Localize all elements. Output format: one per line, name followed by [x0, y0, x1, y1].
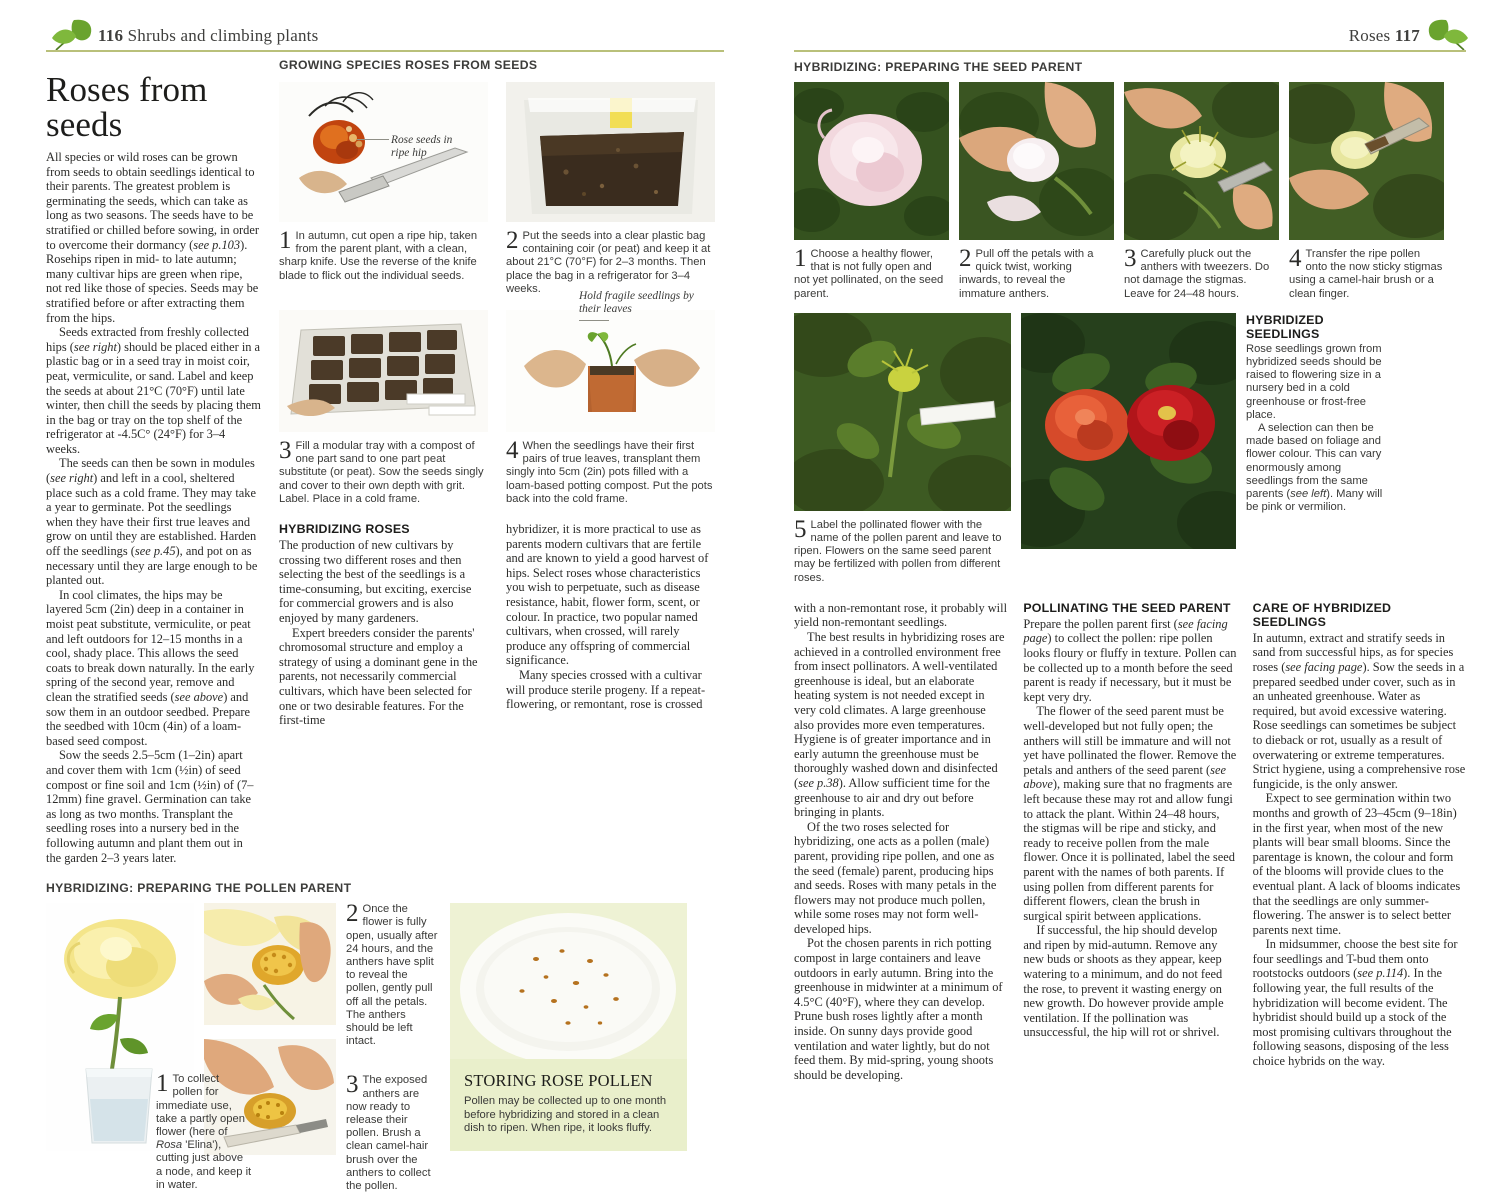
- storing-pollen-heading: STORING ROSE POLLEN: [464, 1071, 653, 1091]
- step-caption: [156, 1070, 252, 1192]
- running-head-title-left: Shrubs and climbing plants: [127, 26, 319, 45]
- leader-line-2: [579, 320, 609, 321]
- step-caption: [1124, 245, 1279, 301]
- photo-plastic-bag-coir: [506, 82, 715, 222]
- photo-note-fragile-seedlings: Hold fragile seedlings by their leaves: [579, 290, 694, 315]
- text-column: [1253, 601, 1466, 1083]
- step-number: 2: [959, 245, 972, 272]
- photo-pulling-petals: [204, 903, 336, 1025]
- running-head-title-right: Roses: [1348, 26, 1391, 45]
- paragraph: Expect to see germination within two months and growth of 23–45cm (9–18in) in the first year, when most of the new plants will bear small blooms. Since the parentage is known, the colour and form of the blooms will provide clues to the eventual plant. A lack of blooms indicates that the seedlings are only summer-flowering. The answer is to select better parents next time.: [1252, 791, 1461, 937]
- subhead-pollinating-seed-parent: POLLINATING THE SEED PARENT: [1023, 600, 1231, 615]
- photo-pollen-dish: [450, 903, 687, 1059]
- text-column: [1023, 601, 1236, 1083]
- step-text: Label the pollinated flower with the name of the pollen parent and leave to ripen. Flowers on the same seed parent may be fertilized with pollen from different roses.: [794, 518, 1002, 584]
- subhead-hybridized-seedlings: HYBRIDIZED SEEDLINGS: [1246, 312, 1324, 341]
- step-number: 2: [506, 227, 519, 254]
- step-text: Fill a modular tray with a compost of one part sand to one part peat substitute (or peat). Sow the seeds singly and cover to their own depth with grit. Label. Place in a cold frame.: [279, 440, 484, 505]
- step-text: Put the seeds into a clear plastic bag containing coir (or peat) and keep it at about 21°C (70°F) for 2–3 months. Then place the bag in a refrigerator for 3–4 weeks.: [506, 230, 711, 295]
- bottom-columns: [794, 601, 1466, 1083]
- step-caption: [506, 227, 715, 296]
- photo-pluck-anthers: [1124, 82, 1279, 240]
- paragraph: Pot the chosen parents in rich potting compost in large containers and leave outdoors in early autumn. Bring into the greenhouse in midwinter at a minimum of 4.5°C (40°F), where they can develop. Prune bush roses lightly after a month inside. On sunny days provide good ventilation and water lightly, but do not feed them. By mid-spring, young shoots should be developing.: [794, 936, 1003, 1082]
- step-text: In autumn, cut open a ripe hip, taken from the parent plant, with a clean, sharp knife. Use the reverse of the knife blade to flick out the individual seeds.: [279, 230, 478, 282]
- seed-parent-captions: [794, 245, 1466, 301]
- hybridized-seedlings-sidebar: [1246, 313, 1386, 585]
- step-number: 5: [794, 515, 807, 543]
- step-caption: [506, 437, 715, 506]
- paragraph: Prepare the pollen parent first (see facing page) to collect the pollen: ripe pollen looks floury or fluffy in texture. Pollen can be collected up to a month before the seed parent is ready if necessary, but it must be kept very dry.: [1023, 616, 1237, 704]
- storing-pollen-text: Pollen may be collected up to one month before hybridizing and stored in a clean dish to ripen. When ripe, it looks fluffy.: [464, 1095, 667, 1134]
- step-text: Transfer the ripe pollen onto the now sticky stigmas using a camel-hair brush or a clean finger.: [1289, 248, 1443, 300]
- step-caption: [279, 437, 488, 506]
- step-text: When the seedlings have their first pairs of true leaves, transplant them singly into 5cm (2in) pots filled with a loam-based potting compost. Put the pots back into the cold frame.: [506, 440, 713, 505]
- subhead-care-hybridized-seedlings: CARE OF HYBRIDIZED SEEDLINGS: [1252, 600, 1392, 629]
- photo-red-and-orange-roses: [1021, 313, 1236, 549]
- header-rule: [46, 50, 724, 52]
- step-text: To collect pollen for immediate use, take a partly open flower (here of Rosa 'Elina'), cutting just above a node, and keep it in water.: [156, 1073, 252, 1191]
- leader-line-1: [357, 139, 389, 140]
- intro-text: All species or wild roses can be grown from seeds to obtain seedlings identical to their parents. The greatest problem is germinating the seeds, which can take as long as two seasons. The seeds have to be stratified or chilled before sowing, in order to overcome their dormancy (see p.103). Rosehips ripen in mid- to late autumn; many cultivar hips are green when ripe, not red like those of species. Seeds may be stratified before or after extracting them from the hips. Seeds extracted from freshly collected hips (see right) should be placed either in a plastic bag or in a seed tray in moist coir, peat, vermiculite, or sand. Label and keep the seeds at about 21°C (70°F) until late winter, then chill the seeds by placing them in the bag or tray on the top shelf of the refrigerator at -4.5C° (24°F) for 3–4 weeks. The seeds can then be sown in modules (see right) and left in a cool, sheltered place such as a cold frame. They may take a year to germinate. Pot the seedlings when they have their first true leaves and grow on until they are established. Harden off the seedlings (see p.45), and pot on as necessary until they are large enough to be planted out. In cool climates, the hips may be layered 5cm (2in) deep in a container in moist peat substitute, vermiculite, or peat and left outdoors for 12–15 months in a cool, shady place. This allows the seed coats to break down naturally. In the early spring of the second year, remove and clean the stratified seeds (see above) and sow them in an outdoor seedbed. Prepare the seedbed with 10cm (4in) of a loam-based seed compost. Sow the seeds 2.5–5cm (1–2in) apart and cover them with 1cm (½in) of seed compost or fine soil and 1cm (½in) of (7–12mm) fine gravel. Germination can take as long as two months. Transplant the seedling roses into a nursery bed in the following autumn and plant them out in the garden 2–3 years later.: [46, 150, 261, 865]
- step-number: 3: [1124, 245, 1137, 272]
- seed-parent-photo-strip: [794, 82, 1466, 240]
- text-column: [794, 601, 1007, 1083]
- page-header-right: [1349, 26, 1420, 46]
- folio-right: 117: [1394, 26, 1420, 45]
- section-label-growing: GROWING SPECIES ROSES FROM SEEDS: [279, 58, 538, 72]
- step-text: Carefully pluck out the anthers with tweezers. Do not damage the stigmas. Leave for 24–48 hours.: [1124, 248, 1270, 300]
- photo-note-rose-seeds: Rose seeds in ripe hip: [391, 134, 453, 159]
- pollen-captions: [346, 900, 440, 1193]
- page-left: [0, 0, 750, 1192]
- step-number: 1: [279, 227, 292, 254]
- paragraph: A selection can then be made based on foliage and flower colour. This can vary enormously among seedlings from the same parents (see left). Many will be pink or vermilion.: [1246, 422, 1383, 514]
- growing-species-section: [279, 58, 715, 865]
- step-number: 4: [506, 437, 519, 465]
- section-label-pollen-parent: HYBRIDIZING: PREPARING THE POLLEN PARENT: [46, 881, 352, 896]
- paragraph: Of the two roses selected for hybridizing, one acts as a pollen (male) parent, providing ripe pollen, and one as the seed (female) parent, producing hips and seeds. Roses with many petals in the flowers may not produce much pollen, while some roses may not form well-developed hips.: [794, 819, 997, 936]
- step-caption: [794, 515, 1011, 585]
- photo-transfer-pollen: [1289, 82, 1444, 240]
- hybridizing-roses-col2: hybridizer, it is more practical to use as parents modern cultivars that are fertile and are known to yield a good harvest of hips. Select roses whose characteristics you wish to perpetuate, such as disease resistance, habit, flower form, scent, or colour. In practice, two popular named cultivars, when crossed, will rarely produce any offspring of commercial significance. Many species crossed with a cultivar will produce sterile progeny. If a repeat-flowering, or remontant, rose is crossed: [506, 522, 709, 712]
- paragraph: with a non-remontant rose, it probably will yield non-remontant seedlings.: [794, 600, 1008, 630]
- running-head-left: [46, 18, 724, 52]
- subhead-hybridizing-roses: HYBRIDIZING ROSES: [279, 522, 410, 537]
- step-caption: [1289, 245, 1444, 301]
- leaf-icon: [50, 14, 96, 54]
- pollen-parent-section: [46, 881, 724, 1193]
- step-text: Choose a healthy flower, that is not fully open and not yet pollinated, on the seed parent.: [794, 248, 944, 300]
- photo-modular-tray: [279, 310, 488, 432]
- hybridized-seedlings-text: [1246, 343, 1386, 515]
- step-caption: [794, 245, 949, 301]
- middle-band: [794, 313, 1466, 585]
- hybridizing-roses-col1: The production of new cultivars by crossing two different roses and then selecting the best of the seedlings is a time-consuming, but exciting, exercise for commercial growers and is also enjoyed by many gardeners. Expert breeders consider the parents' chromosomal structure and employ a strategy of using a dominant gene in the parents, not necessarily commercial cultivars, which have been selected for one or two desirable features. For the first-time: [279, 538, 478, 728]
- step-number: 3: [279, 437, 292, 465]
- running-head-right: [794, 18, 1466, 52]
- paragraph: If successful, the hip should develop and ripen by mid-autumn. Remove any new buds or shoots as they appear, keep watering to a minimum, and do not feed the rose, to prevent it wasting energy on new growth. Do however provide ample ventilation. If the pollination was unsuccessful, the hip will rot or shrivel.: [1023, 923, 1224, 1040]
- leaf-icon: [1424, 14, 1470, 54]
- photo-healthy-flower: [794, 82, 949, 240]
- step5-block: [794, 313, 1011, 585]
- step-text: Pull off the petals with a quick twist, working inwards, to reveal the immature anthers.: [959, 248, 1094, 300]
- step-caption: [346, 1071, 440, 1193]
- step-text: The exposed anthers are now ready to release their pollen. Brush a clean camel-hair brush over the anthers to collect the pollen.: [346, 1074, 431, 1192]
- section-label-seed-parent: HYBRIDIZING: PREPARING THE SEED PARENT: [794, 60, 1083, 74]
- page-header-left: [98, 26, 318, 46]
- step-number: 2: [346, 900, 359, 928]
- step-caption: [959, 245, 1114, 301]
- step-number: 4: [1289, 245, 1302, 272]
- step-caption: [346, 900, 440, 1048]
- paragraph: Rose seedlings grown from hybridized seeds should be raised to flowering size in a nursery bed in a cold greenhouse or frost-free place.: [1246, 342, 1382, 421]
- step-number: 3: [346, 1071, 359, 1099]
- photo-pull-petals: [959, 82, 1114, 240]
- step-number: 1: [794, 245, 807, 272]
- folio-left: 116: [98, 26, 124, 45]
- step-number: 1: [156, 1070, 169, 1098]
- step-text: Once the flower is fully open, usually after 24 hours, and the anthers have split to reveal the pollen, gently pull off all the petals. The anthers should be left intact.: [346, 903, 438, 1048]
- page-title: Roses from seeds: [46, 70, 208, 144]
- left-text-column: [46, 58, 261, 865]
- page-right: [750, 0, 1500, 1082]
- paragraph: In autumn, extract and stratify seeds in sand from successful hips, as for species roses (see facing page). Sow the seeds in a prepared seedbed under cover, such as in an unheated greenhouse. Water as required, but avoid excessive watering. Rose seedlings can sometimes be subject to dieback or rot, usually as a result of overwatering or extreme temperatures. Strict hygiene, using a comprehensive rose fungicide, is the only answer.: [1252, 630, 1466, 791]
- photo-labelled-hip: [794, 313, 1011, 511]
- header-rule: [794, 50, 1466, 52]
- paragraph: The flower of the seed parent must be well-developed but not fully open; the anthers will still be immature and will not yet have pollinated the flower. Remove the petals and anthers of the seed parent (see above), making sure that no fragments are left because these may rot and allow fungi to attack the plant. Within 24–48 hours, the stigmas will be ripe and sticky, and ready to receive pollen from the male flower. Once it is pollinated, label the seed parent with the names of both parents. If using pollen from different parents for different flowers, clean the brush in surgical spirit between applications.: [1023, 704, 1237, 923]
- step-caption: [279, 227, 488, 296]
- paragraph: In midsummer, choose the best site for four seedlings and T-bud them onto rootstocks outdoors (see p.114). In the following year, the full results of the hybridization will become evident. The hybridist should build up a stock of the most promising cultivars throughout the following seasons, disposing of the less choice hybrids on the way.: [1252, 937, 1458, 1069]
- photo-potting-seedling: [506, 310, 715, 432]
- storing-rose-pollen-panel: [450, 903, 687, 1193]
- paragraph: The best results in hybridizing roses are achieved in a controlled environment free from insect pollinators. A well-ventilated greenhouse is ideal, but an elaborate heating system is not needed except in very cold climates. A large greenhouse also provides more even temperatures. Hygiene is of greater importance and in early autumn the greenhouse must be thoroughly washed down and disinfected (see p.38). Allow sufficient time for the greenhouse to air and dry out before bringing in plants.: [794, 630, 1005, 820]
